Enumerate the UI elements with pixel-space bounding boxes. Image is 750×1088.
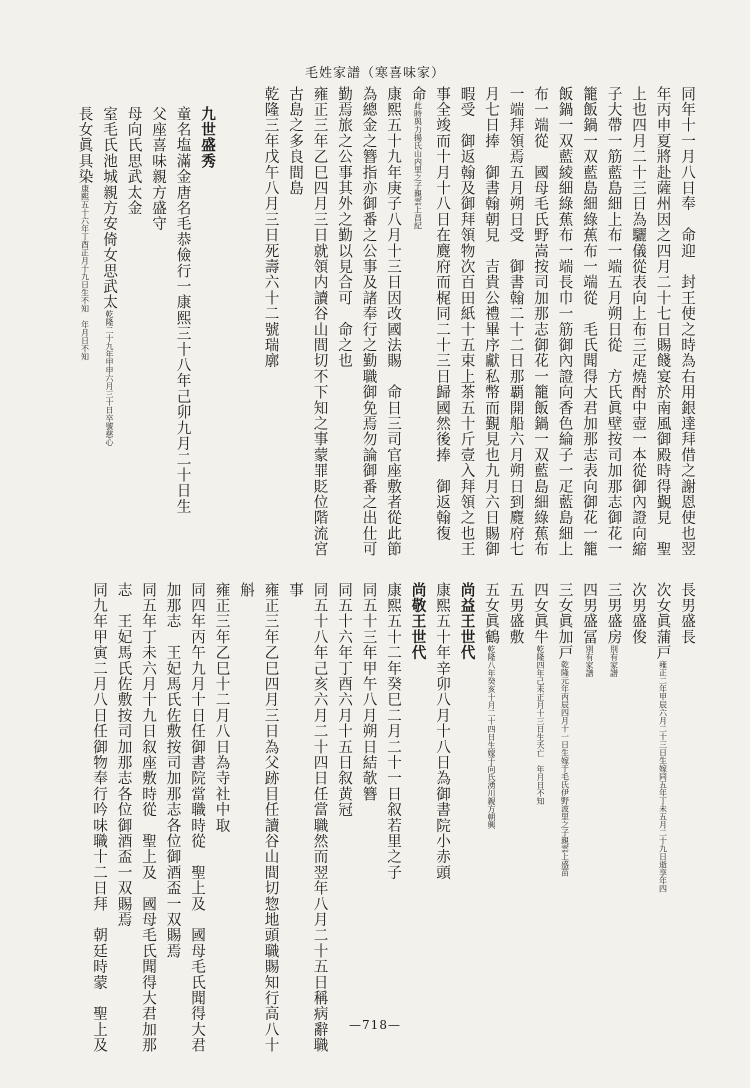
line-text: 同年十一月八日奉 命迎 封王使之時為右用銀達拜借之謝恩使也翌 xyxy=(679,86,696,557)
line-text: 尚益王世代 xyxy=(458,582,476,661)
upper-line xyxy=(596,86,621,557)
upper-line xyxy=(425,86,450,557)
line-text: 布一端從 國母毛氏野嵩按司加那志御花一籠飯鍋一双藍島細綠蕉布 xyxy=(532,86,549,557)
line-text: 同四年丙午九月十日任御書院當職時從 聖上及 國母毛氏聞得大君 xyxy=(189,582,206,1053)
page-header: 毛姓家譜（寒喜味家） xyxy=(304,66,445,81)
upper-line xyxy=(449,86,474,557)
annotation-note: 康熙五十六年丁酉正月十九日生不知 年月日不知 xyxy=(80,184,90,361)
line-text: 五男盛敷 xyxy=(507,582,525,645)
lower-line xyxy=(572,582,597,1053)
lower-line xyxy=(180,582,205,1053)
annotation-note: 乾隆元年丙辰四月十一日生嫁于毛氏伊野波里之子親雲上盛苗 xyxy=(560,660,570,877)
line-text: 上也四月二十三日為驪儀從表向上布三疋燒酎中壺一本從御內證向縮 xyxy=(630,86,647,557)
gen9-line xyxy=(116,106,141,514)
line-text: 子大帶一筋藍島細上布一端五月朔日從 方氏眞壁按司加那志御花一 xyxy=(605,86,623,557)
line-text: 為總金之簪指亦御番之公事及諸奉行之勤職御免焉勿論御番之出仕可 xyxy=(360,86,378,557)
lower-line xyxy=(278,582,303,1053)
lower-line xyxy=(82,582,107,1053)
line-text: 飯鍋一双藍綾細綠蕉布一端長巾一筋御內證向香色綸子一疋藍島細上 xyxy=(556,86,574,557)
lower-line xyxy=(327,582,352,1053)
line-text: 康熙五十年辛卯八月十八日為御書院小赤頭 xyxy=(434,582,451,881)
lower-line xyxy=(670,582,695,1053)
upper-line xyxy=(523,86,548,557)
line-text: 加那志 王妃馬氏佐敷按司加那志各位御酒盃一双賜焉 xyxy=(164,582,182,959)
line-text: 同五十八年己亥六月二十四日任當職然而翌年八月二十五日稱病辭職 xyxy=(311,582,329,1053)
line-text: 尚敬王世代 xyxy=(409,582,427,661)
upper-line xyxy=(572,86,597,557)
line-text: 月七日捧 御書翰朝見 吉貴公禮畢序獻私幣而覲見也九月六日賜御 xyxy=(483,86,500,557)
upper-line xyxy=(302,86,327,557)
upper-line xyxy=(400,86,425,557)
lower-line xyxy=(400,582,425,1053)
gen9-line xyxy=(190,106,215,514)
line-text: 勤焉旅之公事其外之勤以見合可 命之也 xyxy=(336,86,353,369)
upper-line xyxy=(278,86,303,557)
annotation-note: 乾隆八年癸亥十月二十四日生嫁于向氏湧川親方朝興 xyxy=(487,644,496,829)
lower-line xyxy=(155,582,180,1053)
line-text: 乾隆三年戊午八月三日死壽六十二號瑞廓 xyxy=(262,86,280,369)
line-text: 母向氏思武太金 xyxy=(125,106,143,216)
upper-line xyxy=(474,86,499,557)
line-text: 康熙五十二年癸巳二月二十一日叙若里之子 xyxy=(385,582,402,881)
gen9-line xyxy=(165,106,190,514)
line-text: 年丙申夏將赴薩州因之四月二十七日賜餞宴於南風御殿時得覲見 聖 xyxy=(654,86,672,557)
line-text: 三男盛房 xyxy=(605,582,623,645)
line-text: 父座喜味親方盛守 xyxy=(150,106,167,232)
annotation-note: 乾隆二十九年甲申六月三十日卒號慈心 xyxy=(105,310,114,447)
upper-line xyxy=(253,86,278,557)
line-text: 雍正三年乙巳四月三日就領内讀谷山間切不下知之事蒙罪貶位階流宮 xyxy=(311,86,329,557)
line-text: 同五年丁未六月十九日叙座敷時從 聖上及 國母毛氏聞得大君加那 xyxy=(140,582,157,1053)
lower-text-block xyxy=(82,582,695,1053)
line-text: 康熙五十九年庚子八月十三日因改國法賜 命日三司官座敷者從此節 xyxy=(385,86,402,557)
lower-line xyxy=(596,582,621,1053)
line-text: 三女眞加戸 xyxy=(556,582,574,661)
line-text: 九世盛秀 xyxy=(199,106,216,169)
line-text: 四女眞牛 xyxy=(532,582,549,645)
line-text: 四男盛冨 xyxy=(581,582,598,645)
lower-line xyxy=(645,582,670,1053)
line-text: 長女眞具染 xyxy=(76,106,94,185)
gen9-line xyxy=(67,106,92,514)
lower-line xyxy=(474,582,499,1053)
line-text: 同五十三年甲午八月朔日結欹簪 xyxy=(360,582,378,802)
line-text: 命 xyxy=(409,86,427,102)
gen9-line xyxy=(141,106,166,514)
lower-line xyxy=(131,582,156,1053)
annotation-note: 乾隆四年己未正月十三日生夭亡 年月日不知 xyxy=(536,644,545,805)
line-text: 暇受 御返翰及御拜領物次百田紙十五束上茶五十斤壹入拜領之也王 xyxy=(458,86,476,557)
line-text: 事 xyxy=(287,582,304,598)
line-text: 童名塩滿金唐名毛恭儉行一康熙三十八年己卯九月二十日生 xyxy=(174,106,192,515)
lower-line xyxy=(547,582,572,1053)
line-text: 同五十六年丁酉六月十五日叙黄冠 xyxy=(336,582,353,818)
upper-gen9-block xyxy=(67,106,214,514)
upper-line xyxy=(547,86,572,557)
annotation-note: 雍正二年甲辰六月二十三日生嫁同五年丁未五月二十九日逝享年四 xyxy=(658,660,668,893)
lower-line xyxy=(106,582,131,1053)
upper-line xyxy=(645,86,670,557)
lower-line xyxy=(253,582,278,1053)
line-text: 長男盛長 xyxy=(679,582,696,645)
lower-line xyxy=(425,582,450,1053)
lower-line xyxy=(351,582,376,1053)
upper-line xyxy=(498,86,523,557)
line-text: 室毛氏池城親方安倚女思武太 xyxy=(101,106,118,311)
upper-line xyxy=(376,86,401,557)
line-text: 次女眞蒲戸 xyxy=(654,582,672,661)
annotation-note: 別有家譜 xyxy=(609,644,619,677)
line-text: 次男盛俊 xyxy=(630,582,647,645)
lower-line xyxy=(498,582,523,1053)
upper-line xyxy=(327,86,352,557)
line-text: 五女眞鶴 xyxy=(483,582,500,645)
line-text: 雍正三年乙巳四月三日為父跡目任讀谷山間切惣地頭職賜知行高八十 xyxy=(262,582,280,1053)
lower-line xyxy=(523,582,548,1053)
upper-line xyxy=(621,86,646,557)
lower-line xyxy=(621,582,646,1053)
line-text: 雍正三年乙巳十二月八日為寺社中取 xyxy=(213,582,231,834)
lower-line xyxy=(204,582,229,1053)
line-text: 志 王妃馬氏佐敷按司加那志各位御酒盃一双賜焉 xyxy=(115,582,133,928)
upper-line xyxy=(670,86,695,557)
lower-line xyxy=(449,582,474,1053)
upper-line xyxy=(351,86,376,557)
line-text: 古島之多良間島 xyxy=(287,86,304,196)
upper-text-block xyxy=(253,86,694,557)
gen9-line xyxy=(92,106,117,514)
line-text: 籠飯鍋一双藍島細綠蕉布一端從 毛氏聞得大君加那志表向御花一籠 xyxy=(581,86,598,557)
page-number: —718— xyxy=(349,1018,401,1032)
line-text: 事全竣而十月十八日在麑府而梶同二十三日歸國然後捧 御返翰復 xyxy=(434,86,451,542)
line-text: 斛 xyxy=(238,582,255,598)
annotation-note: 別有家譜 xyxy=(585,644,594,677)
annotation-note: 此時與力揚氏山内里之子親雲上昌紀 xyxy=(413,101,423,230)
line-text: 一端拜領焉五月朔日受 御書翰二十二日那覇開船六月朔日到麑府七 xyxy=(507,86,525,557)
lower-line xyxy=(376,582,401,1053)
lower-line xyxy=(302,582,327,1053)
line-text: 同九年甲寅二月八日任御物奉行吟味職十二日拜 朝廷時蒙 聖上及 xyxy=(91,582,108,1053)
lower-line xyxy=(229,582,254,1053)
